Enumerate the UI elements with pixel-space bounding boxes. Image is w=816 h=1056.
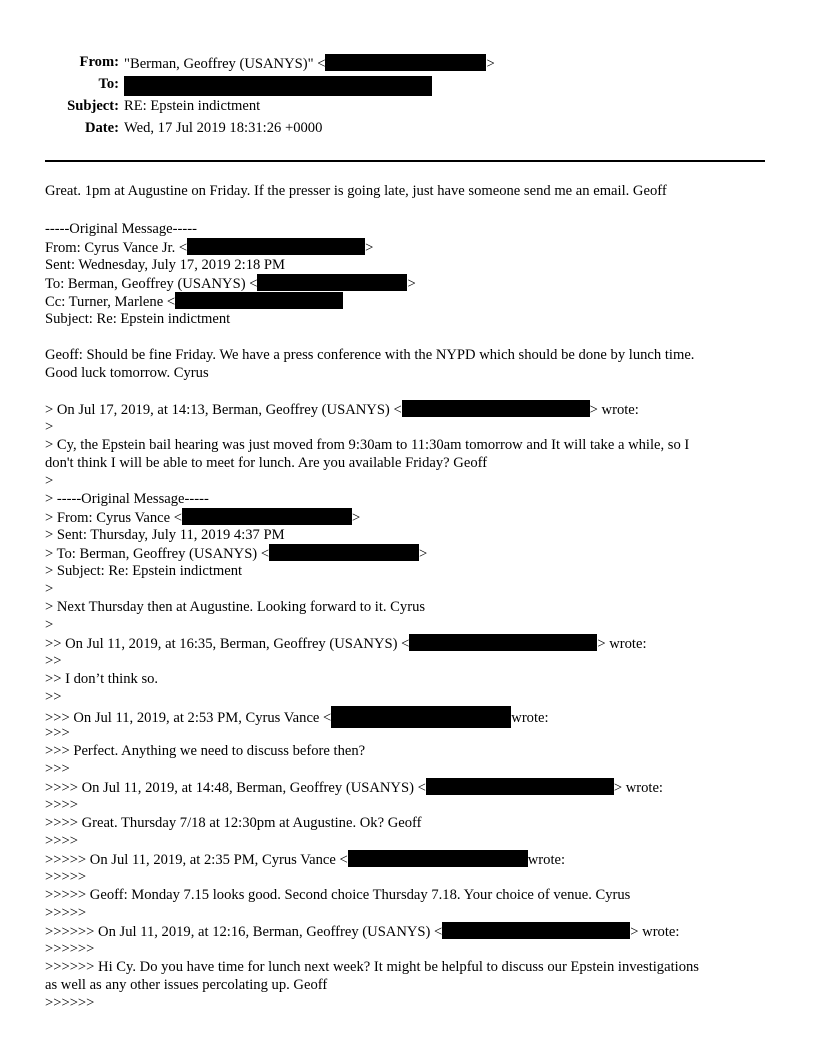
body-line: >>> bbox=[45, 761, 70, 777]
from-text: "Berman, Geoffrey (USANYS)" < bbox=[124, 56, 326, 72]
body-line: > -----Original Message----- bbox=[45, 491, 209, 507]
body-line: >>>> Great. Thursday 7/18 at 12:30pm at Augustine. Ok? Geoff bbox=[45, 815, 422, 831]
line-text: From: Cyrus Vance Jr. < bbox=[45, 240, 188, 256]
body-line: >>> Perfect. Anything we need to discuss before then? bbox=[45, 743, 366, 759]
redaction-block bbox=[348, 850, 528, 867]
body-line: Sent: Wednesday, July 17, 2019 2:18 PM bbox=[45, 257, 286, 273]
body-line: >>>>>> bbox=[45, 995, 95, 1011]
redaction-block bbox=[331, 706, 511, 728]
header-subject bbox=[0, 98, 816, 118]
line-text: > wrote: bbox=[597, 636, 647, 652]
line-text: > bbox=[407, 276, 416, 292]
line-text: > bbox=[352, 510, 361, 526]
body-line: >> I don’t think so. bbox=[45, 671, 159, 687]
body-line: -----Original Message----- bbox=[45, 221, 197, 237]
header-date bbox=[0, 120, 816, 140]
from-close: > bbox=[486, 56, 495, 72]
body-line bbox=[45, 274, 416, 293]
line-text: > bbox=[419, 546, 428, 562]
body-line: >>>> bbox=[45, 833, 78, 849]
date-value: Wed, 17 Jul 2019 18:31:26 +0000 bbox=[124, 120, 323, 136]
body-line: > Subject: Re: Epstein indictment bbox=[45, 563, 243, 579]
redaction-block bbox=[124, 76, 432, 96]
header-divider bbox=[45, 160, 765, 162]
body-line bbox=[45, 292, 343, 311]
header-from bbox=[0, 54, 816, 74]
line-text: wrote: bbox=[527, 852, 566, 868]
line-text: > wrote: bbox=[613, 780, 663, 796]
from-value bbox=[124, 54, 495, 73]
redaction-block bbox=[175, 292, 343, 309]
redaction-block bbox=[325, 54, 486, 71]
redaction-block bbox=[442, 922, 630, 939]
line-text: >>> On Jul 11, 2019, at 2:53 PM, Cyrus Vance < bbox=[45, 710, 332, 726]
body-line: >>>>> Geoff: Monday 7.15 looks good. Second choice Thursday 7.18. Your choice of venue. Cyrus bbox=[45, 887, 631, 903]
body-line: don't think I will be able to meet for lunch. Are you available Friday? Geoff bbox=[45, 455, 488, 471]
to-value bbox=[124, 76, 432, 98]
body-line: >> bbox=[45, 689, 62, 705]
body-line: >> bbox=[45, 653, 62, 669]
body-line: >>>>>> bbox=[45, 941, 95, 957]
redaction-block bbox=[402, 400, 590, 417]
redaction-block bbox=[269, 544, 419, 561]
body-line bbox=[45, 508, 360, 527]
line-text: > wrote: bbox=[630, 924, 680, 940]
body-line: Great. 1pm at Augustine on Friday. If the presser is going late, just have someone send me an email. Geoff bbox=[45, 183, 667, 199]
body-line: Good luck tomorrow. Cyrus bbox=[45, 365, 209, 381]
body-line: > Sent: Thursday, July 11, 2019 4:37 PM bbox=[45, 527, 285, 543]
body-line: as well as any other issues percolating up. Geoff bbox=[45, 977, 328, 993]
line-text: To: Berman, Geoffrey (USANYS) < bbox=[45, 276, 258, 292]
body-line: Subject: Re: Epstein indictment bbox=[45, 311, 231, 327]
body-line: > bbox=[45, 581, 54, 597]
body-line: > bbox=[45, 473, 54, 489]
subject-label: Subject: bbox=[67, 98, 119, 114]
line-text: >>>>> On Jul 11, 2019, at 2:35 PM, Cyrus Vance < bbox=[45, 852, 348, 868]
body-line bbox=[45, 922, 679, 941]
to-label: To: bbox=[98, 76, 119, 92]
body-line: >>>>> bbox=[45, 905, 87, 921]
line-text: >>>> On Jul 11, 2019, at 14:48, Berman, Geoffrey (USANYS) < bbox=[45, 780, 426, 796]
header-to bbox=[0, 76, 816, 96]
line-text: > bbox=[365, 240, 374, 256]
redaction-block bbox=[182, 508, 352, 525]
redaction-block bbox=[409, 634, 597, 651]
body-line: >>>> bbox=[45, 797, 78, 813]
body-line: > Cy, the Epstein bail hearing was just moved from 9:30am to 11:30am tomorrow and It will take a while, so I bbox=[45, 437, 690, 453]
from-label: From: bbox=[79, 54, 119, 70]
body-line: >>>>>> Hi Cy. Do you have time for lunch next week? It might be helpful to discuss our Epstein investigations bbox=[45, 959, 699, 975]
body-line bbox=[45, 634, 647, 653]
body-line bbox=[45, 544, 427, 563]
subject-value: RE: Epstein indictment bbox=[124, 98, 261, 114]
line-text: > From: Cyrus Vance < bbox=[45, 510, 182, 526]
line-text: >> On Jul 11, 2019, at 16:35, Berman, Geoffrey (USANYS) < bbox=[45, 636, 410, 652]
line-text: wrote: bbox=[511, 710, 549, 726]
line-text: > wrote: bbox=[589, 402, 639, 418]
date-label: Date: bbox=[84, 120, 119, 136]
body-line: Geoff: Should be fine Friday. We have a press conference with the NYPD which should be done by lunch time. bbox=[45, 347, 695, 363]
line-text: >>>>>> On Jul 11, 2019, at 12:16, Berman, Geoffrey (USANYS) < bbox=[45, 924, 443, 940]
body-line: >>> bbox=[45, 725, 70, 741]
body-line: > bbox=[45, 617, 54, 633]
redaction-block bbox=[257, 274, 407, 291]
body-line bbox=[45, 238, 373, 257]
body-line bbox=[45, 706, 549, 728]
body-line: >>>>> bbox=[45, 869, 87, 885]
redaction-block bbox=[187, 238, 365, 255]
body-line bbox=[45, 850, 565, 869]
body-line: > Next Thursday then at Augustine. Looking forward to it. Cyrus bbox=[45, 599, 426, 615]
line-text: > On Jul 17, 2019, at 14:13, Berman, Geoffrey (USANYS) < bbox=[45, 402, 402, 418]
redaction-block bbox=[426, 778, 614, 795]
line-text: > To: Berman, Geoffrey (USANYS) < bbox=[45, 546, 270, 562]
body-line bbox=[45, 778, 663, 797]
body-line: > bbox=[45, 419, 54, 435]
body-line bbox=[45, 400, 639, 419]
line-text: Cc: Turner, Marlene < bbox=[45, 294, 176, 310]
